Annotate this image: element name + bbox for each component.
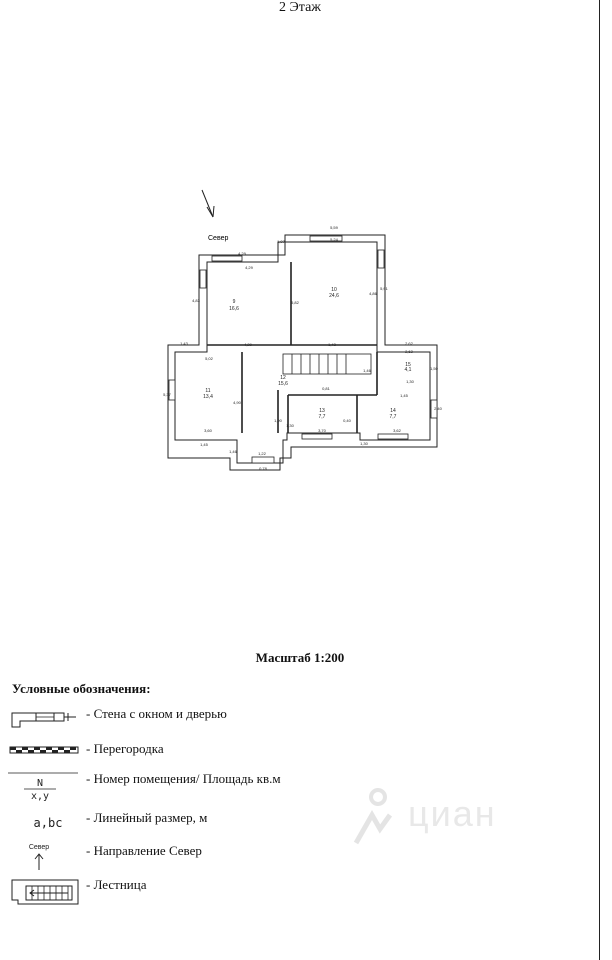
dimension-label: 1,22: [258, 451, 266, 456]
room-number: 9: [232, 299, 236, 305]
room-area: 15,6: [278, 381, 288, 387]
dimension-label: 2,62: [405, 349, 413, 354]
room-number-icon: [8, 769, 80, 803]
watermark-logo-icon: [350, 785, 400, 855]
dimension-label: 5,91: [380, 286, 388, 291]
legend-label: - Перегородка: [86, 741, 164, 756]
room-area: 4,1: [404, 367, 412, 373]
dimension-label: 1,43: [180, 341, 188, 346]
north-arrow: [202, 190, 228, 242]
room-area: 16,6: [229, 306, 239, 312]
dimension-label: 5,59: [330, 225, 338, 230]
dimension-label: 1,30: [286, 423, 294, 428]
north-arrow-icon: [8, 840, 80, 872]
dimension-label: 5,24: [330, 237, 338, 242]
dimension-label: 1,45: [400, 393, 408, 398]
scale-label: Масштаб 1:200: [255, 650, 345, 665]
floor-title: 2 Этаж: [279, 0, 321, 15]
dimension-label: 0,40: [343, 418, 351, 423]
legend-label: - Номер помещения/ Площадь кв.м: [86, 771, 281, 786]
dimension-label: 1,07: [277, 239, 285, 244]
partition-icon: [8, 738, 80, 766]
room-symbol-bottom: x,y: [30, 791, 50, 802]
dimension-label: 5,37: [163, 392, 171, 397]
north-label: Север: [208, 235, 229, 242]
dimension-label: 2,62: [405, 341, 413, 346]
room-area: 7,7: [389, 414, 397, 420]
room-number: 11: [205, 388, 211, 394]
room-number: 15: [405, 362, 411, 368]
dimension-label: 4,29: [245, 265, 253, 270]
legend-label: - Направление Север: [86, 843, 202, 858]
dimension-label: 0,81: [322, 386, 330, 391]
legend-item-wall: [0, 703, 600, 731]
dimension-label: 1,43: [328, 342, 336, 347]
legend-title: Условные обозначения:: [12, 681, 151, 696]
dimension-label: 4,29: [244, 342, 252, 347]
dimension-label: 3,70: [318, 428, 326, 433]
dimension-icon: [8, 807, 80, 835]
stairs-icon: [8, 874, 80, 906]
dimension-label: 4,83: [192, 298, 200, 303]
dimension-label: 5,02: [205, 356, 213, 361]
room-area: 7,7: [318, 414, 326, 420]
wall-window-door-icon: [8, 703, 80, 731]
dimension-label: 5,82: [291, 300, 299, 305]
partitions: [207, 262, 377, 433]
room-number: 13: [319, 408, 325, 414]
legend-label: - Стена с окном и дверью: [86, 706, 227, 721]
north-symbol-label: Север: [28, 844, 50, 851]
dimension-label: 1,30: [406, 379, 414, 384]
room-number: 14: [390, 408, 396, 414]
dimension-label: 3,62: [393, 428, 401, 433]
dimension-label: 1,45: [200, 442, 208, 447]
room-symbol-top: N: [36, 778, 44, 789]
legend-item-stairs: [0, 874, 600, 902]
room-area: 13,4: [203, 394, 213, 400]
dimension-label: 1,30: [360, 441, 368, 446]
room-number: 12: [280, 375, 286, 381]
dimension-label: 1,50: [430, 366, 438, 371]
dimension-label: 1,46: [363, 368, 371, 373]
dimension-label: 0,78: [259, 466, 267, 471]
dimension-label: 2,40: [434, 406, 442, 411]
room-number: 10: [331, 287, 337, 293]
dimension-label: 1,90: [274, 418, 282, 423]
dimension-label: 4,90: [233, 400, 241, 405]
dimension-label: 4,86: [369, 291, 377, 296]
legend-label: - Линейный размер, м: [86, 810, 208, 825]
legend-item-partition: [0, 738, 600, 766]
dimension-label: 1,46: [229, 449, 237, 454]
watermark-text: циан: [408, 793, 497, 834]
legend-label: - Лестница: [86, 877, 147, 892]
dimension-label: 3,60: [204, 428, 212, 433]
room-area: 24,6: [329, 293, 339, 299]
watermark: [350, 785, 550, 855]
staircase: [283, 354, 371, 374]
dimension-symbol: a,bc: [33, 816, 63, 830]
dimension-label: 4,29: [238, 251, 246, 256]
